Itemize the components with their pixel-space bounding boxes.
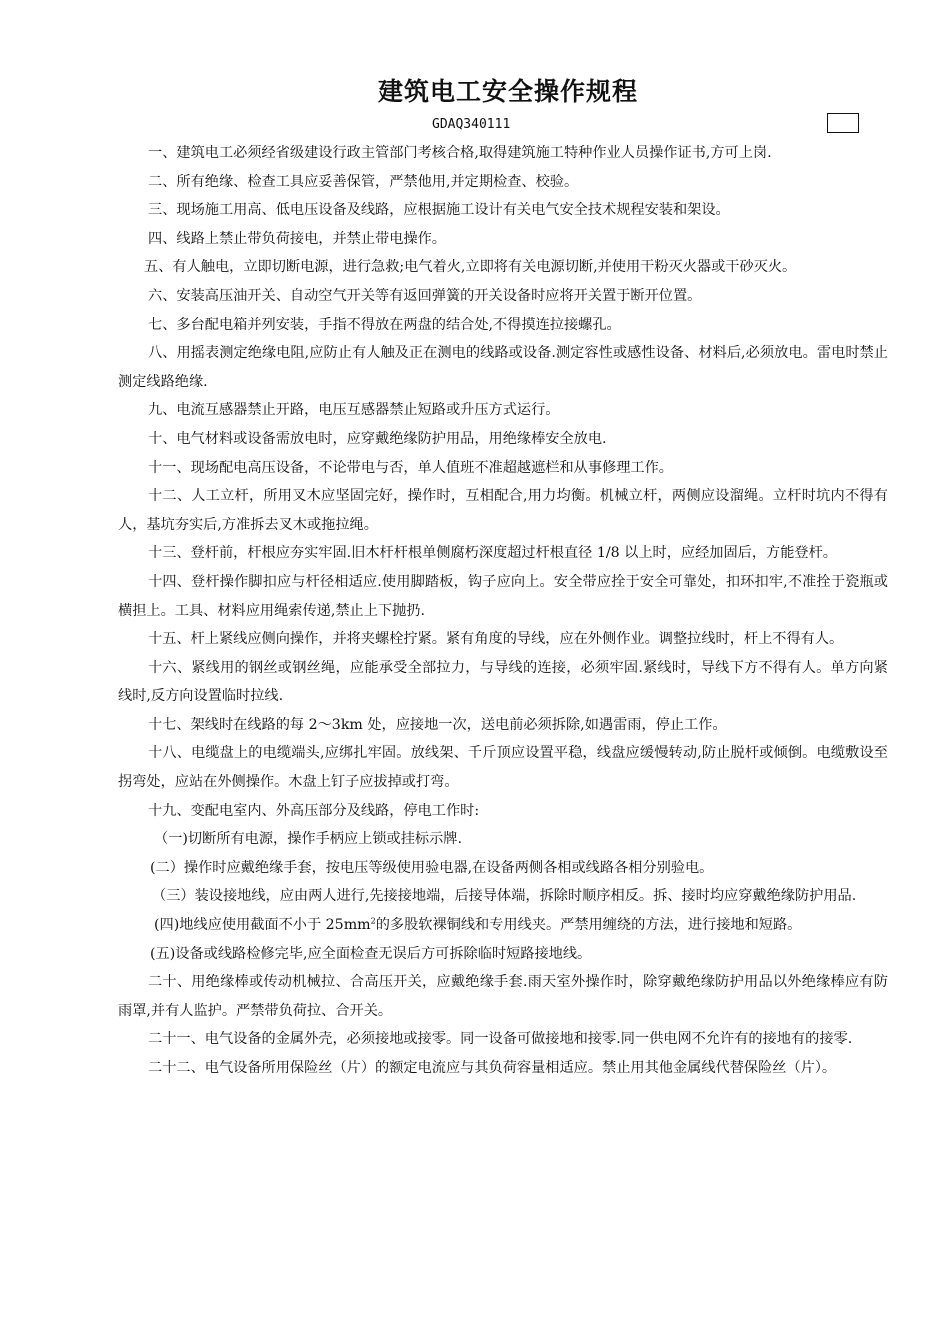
- sub-item-5: (五)设备或线路检修完毕,应全面检查无误后方可拆除临时短路接地线。: [150, 945, 592, 962]
- paragraph-10: 十、电气材料或设备需放电时，应穿戴绝缘防护用品，用绝缘棒安全放电.: [148, 430, 607, 447]
- document-body: [118, 139, 888, 1083]
- page-title: 建筑电工安全操作规程: [377, 77, 638, 106]
- paragraph-5: 五、有人触电，立即切断电源，进行急救;电气着火,立即将有关电源切断,并使用干粉灭火器或干砂灭火。: [144, 259, 797, 276]
- paragraph-8: 八、用摇表测定绝缘电阻,应防止有人触及正在测电的线路或设备.测定容性或感性设备、材料后,必须放电。雷电时禁止测定线路绝缘.: [118, 345, 888, 390]
- sub-item-3: （三）装设接地线，应由两人进行,先接接地端，后接导体端，拆除时顺序相反。拆、接时均应穿戴绝缘防护用品.: [152, 888, 857, 905]
- paragraph-17: 十七、架线时在线路的每 2～3km 处，应接地一次，送电前必须拆除,如遇雷雨，停止工作。: [148, 716, 727, 733]
- paragraph-13: 十三、登杆前，杆根应夯实牢固.旧木杆杆根单侧腐朽深度超过杆根直径 1/8 以上时，应经加固后，方能登杆。: [148, 545, 837, 562]
- paragraph-14: 十四、登杆操作脚扣应与杆径相适应.使用脚踏板，钩子应向上。安全带应拴于安全可靠处，扣环扣牢,不准拴于瓷瓶或横担上。工具、材料应用绳索传递,禁止上下抛扔.: [118, 573, 888, 619]
- sub-item-4-text-a: (四)地线应使用截面不小于 25mm: [154, 917, 371, 934]
- sub-item-2: (二）操作时应戴绝缘手套，按电压等级使用验电器,在设备两侧各相或线路各相分别验电。: [150, 859, 714, 876]
- document-code: GDAQ340111: [432, 117, 511, 132]
- sub-item-1: （一)切断所有电源，操作手柄应上锁或挂标示牌.: [154, 831, 462, 848]
- paragraph-3: 三、现场施工用高、低电压设备及线路，应根据施工设计有关电气安全技术规程安装和架设。: [148, 202, 730, 219]
- paragraph-18: 十八、电缆盘上的电缆端头,应绑扎牢固。放线架、千斤顶应设置平稳，线盘应缓慢转动,防止脱杆或倾倒。电缆敷设至拐弯处，应站在外侧操作。木盘上钉子应拔掉或打弯。: [118, 745, 888, 791]
- paragraph-4: 四、线路上禁止带负荷接电，并禁止带电操作。: [148, 230, 446, 247]
- paragraph-7: 七、多台配电箱并列安装，手指不得放在两盘的结合处,不得摸连拉接螺孔。: [148, 316, 621, 333]
- paragraph-1: 一、建筑电工必须经省级建设行政主管部门考核合格,取得建筑施工特种作业人员操作证书,方可上岗.: [148, 145, 772, 161]
- paragraph-21: 二十一、电气设备的金属外壳，必须接地或接零。同一设备可做接地和接零.同一供电网不允许有的接地有的接零.: [148, 1031, 853, 1048]
- paragraph-12: 十二、人工立杆，所用叉木应坚固完好，操作时，互相配合,用力均衡。机械立杆，两侧应设溜绳。立杆时坑内不得有人，基坑夯实后,方准拆去叉木或拖拉绳。: [118, 488, 888, 533]
- paragraph-9: 九、电流互感器禁止开路，电压互感器禁止短路或升压方式运行。: [148, 402, 560, 419]
- paragraph-6: 六、安装高压油开关、自动空气开关等有返回弹簧的开关设备时应将开关置于断开位置。: [148, 287, 702, 304]
- superscript-2: 2: [370, 916, 376, 926]
- paragraph-15: 十五、杆上紧线应侧向操作，并将夹螺栓拧紧。紧有角度的导线，应在外侧作业。调整拉线时，杆上不得有人。: [148, 631, 844, 648]
- paragraph-2: 二、所有绝缘、检查工具应妥善保管，严禁他用,并定期检查、校验。: [148, 173, 579, 190]
- page-number-box: [827, 113, 859, 133]
- paragraph-22: 二十二、电气设备所用保险丝（片）的额定电流应与其负荷容量相适应。禁止用其他金属线代替保险丝（片）。: [148, 1060, 837, 1076]
- paragraph-20: 二十、用绝缘棒或传动机械拉、合高压开关，应戴绝缘手套.雨天室外操作时，除穿戴绝缘防护用品以外绝缘棒应有防雨罩,并有人监护。严禁带负荷拉、合开关。: [118, 974, 888, 1019]
- paragraph-11: 十一、现场配电高压设备，不论带电与否，单人值班不准超越遮栏和从事修理工作。: [148, 459, 673, 476]
- sub-item-4: [118, 911, 888, 940]
- paragraph-16: 十六、紧线用的钢丝或钢丝绳，应能承受全部拉力，与导线的连接，必须牢固.紧线时，导线下方不得有人。单方向紧线时,反方向设置临时拉线.: [118, 659, 888, 705]
- paragraph-19: 十九、变配电室内、外高压部分及线路，停电工作时:: [148, 802, 480, 819]
- sub-item-4-text-b: 的多股软裸铜线和专用线夹。严禁用缠绕的方法，进行接地和短路。: [375, 917, 802, 934]
